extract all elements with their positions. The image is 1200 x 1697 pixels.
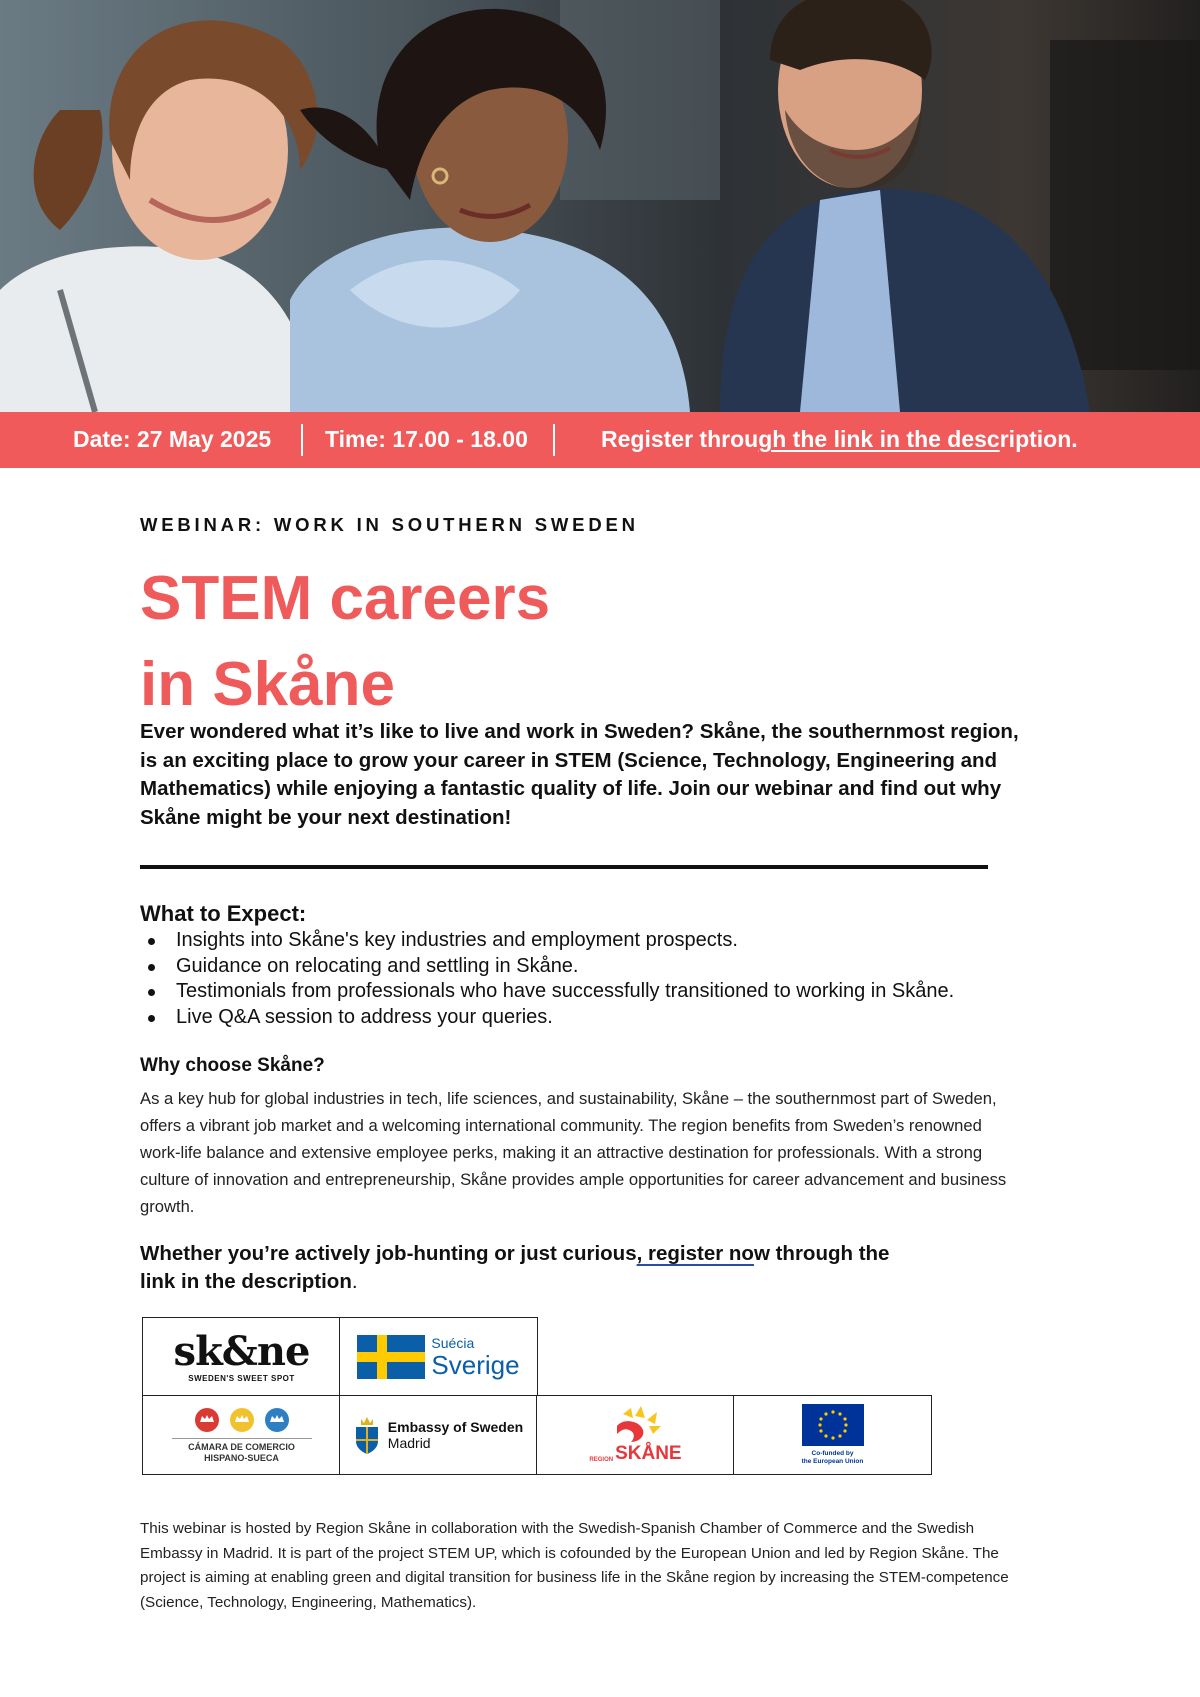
call-to-action <box>140 1240 960 1296</box>
swedish-coat-of-arms-icon <box>354 1415 380 1455</box>
cta-end: . <box>351 1270 358 1293</box>
region-skane-logo <box>536 1395 735 1475</box>
camara-crowns-icon <box>187 1406 297 1434</box>
webinar-kicker: WEBINAR: WORK IN SOUTHERN SWEDEN <box>140 514 639 535</box>
embassy-logo <box>339 1395 538 1475</box>
event-time: Time: 17.00 - 18.00 <box>325 426 528 452</box>
banner-divider <box>301 424 303 456</box>
register-suffix: ription. <box>999 426 1078 452</box>
list-item: Live Q&A session to address your queries. <box>176 1005 1056 1031</box>
eu-cofunded-logo <box>733 1395 932 1475</box>
cta-register-link[interactable]: , register no <box>636 1242 754 1265</box>
skane-brand-logo <box>142 1317 341 1397</box>
title-line-1: STEM careers <box>140 564 551 633</box>
register-text <box>601 426 1078 453</box>
camara-logo <box>142 1395 341 1475</box>
embassy-line-2: Madrid <box>387 1435 431 1451</box>
expect-list <box>140 928 1056 1030</box>
cta-line2: link in the description <box>140 1270 352 1293</box>
eu-line-2: the European Union <box>801 1458 864 1465</box>
event-info-banner <box>0 412 1200 468</box>
list-item: Insights into Skåne's key industries and employment prospects. <box>176 928 1056 954</box>
cta-suffix: w through the <box>753 1242 890 1265</box>
footer-note: This webinar is hosted by Region Skåne in collaboration with the Swedish-Spanish Chamber of Commerce and the Swedish Embassy in Madrid. It is part of the project STEM UP, which is cofounded by the European Union and led by Region Skåne. The project is aiming at enabling green and digital transition for business life in the Skåne region by increasing the STEM-competence (Science, Technology, Engineering, Mathematics). <box>140 1520 1009 1611</box>
hero-photo <box>0 0 1200 412</box>
intro-paragraph: Ever wondered what it’s like to live and work in Sweden? Skåne, the southernmost region, is an exciting place to grow your career in STEM (Science, Technology, Engineering and Mathematics) while enjoying a fantastic quality of life. Join our webinar and find out why Skåne might be your next destination! <box>140 720 1019 829</box>
eu-flag-icon <box>802 1404 864 1446</box>
region-small-text: REGION <box>589 1457 614 1463</box>
page-title <box>140 556 840 728</box>
hero-illustration <box>0 0 1200 412</box>
register-prefix: Register throu <box>601 426 759 452</box>
camara-line-1: CÁMARA DE COMERCIO <box>188 1442 295 1452</box>
swedish-flag-icon <box>357 1335 425 1379</box>
expect-heading: What to Expect: <box>140 901 307 926</box>
eu-line-1: Co-funded by <box>811 1450 854 1457</box>
region-skane-griffin-icon <box>609 1406 663 1444</box>
sverige-logo <box>339 1317 538 1397</box>
register-link[interactable]: gh the link in the desc <box>758 426 1000 452</box>
sverige-main-text: Sverige <box>431 1349 520 1380</box>
banner-divider <box>553 424 555 456</box>
skane-tagline: SWEDEN'S SWEET SPOT <box>188 1373 295 1383</box>
partner-logos <box>142 1317 932 1475</box>
why-heading: Why choose Skåne? <box>140 1055 325 1076</box>
event-date: Date: 27 May 2025 <box>73 426 272 452</box>
list-item: Guidance on relocating and settling in Skåne. <box>176 954 1056 980</box>
why-paragraph: As a key hub for global industries in tech, life sciences, and sustainability, Skåne – the southernmost part of Sweden, offers a vibrant job market and a welcoming international community. The region benefits from Sweden’s renowned work-life balance and extensive employee perks, making it an attractive destination for professionals. With a strong culture of innovation and entrepreneurship, Skåne provides ample opportunities for career advancement and business growth. <box>140 1089 1007 1216</box>
embassy-line-1: Embassy of Sweden <box>387 1419 524 1435</box>
region-main-text: SKÅNE <box>615 1443 682 1464</box>
skane-wordmark: sk&ne <box>173 1327 310 1375</box>
title-line-2: in Skåne <box>140 650 395 719</box>
section-divider <box>140 865 988 869</box>
camara-line-2: HISPANO-SUECA <box>204 1453 279 1463</box>
sverige-top-text: Suécia <box>431 1334 475 1351</box>
list-item: Testimonials from professionals who have successfully transitioned to working in Skåne. <box>176 979 1056 1005</box>
cta-prefix: Whether you’re actively job-hunting or just curious <box>140 1242 637 1265</box>
